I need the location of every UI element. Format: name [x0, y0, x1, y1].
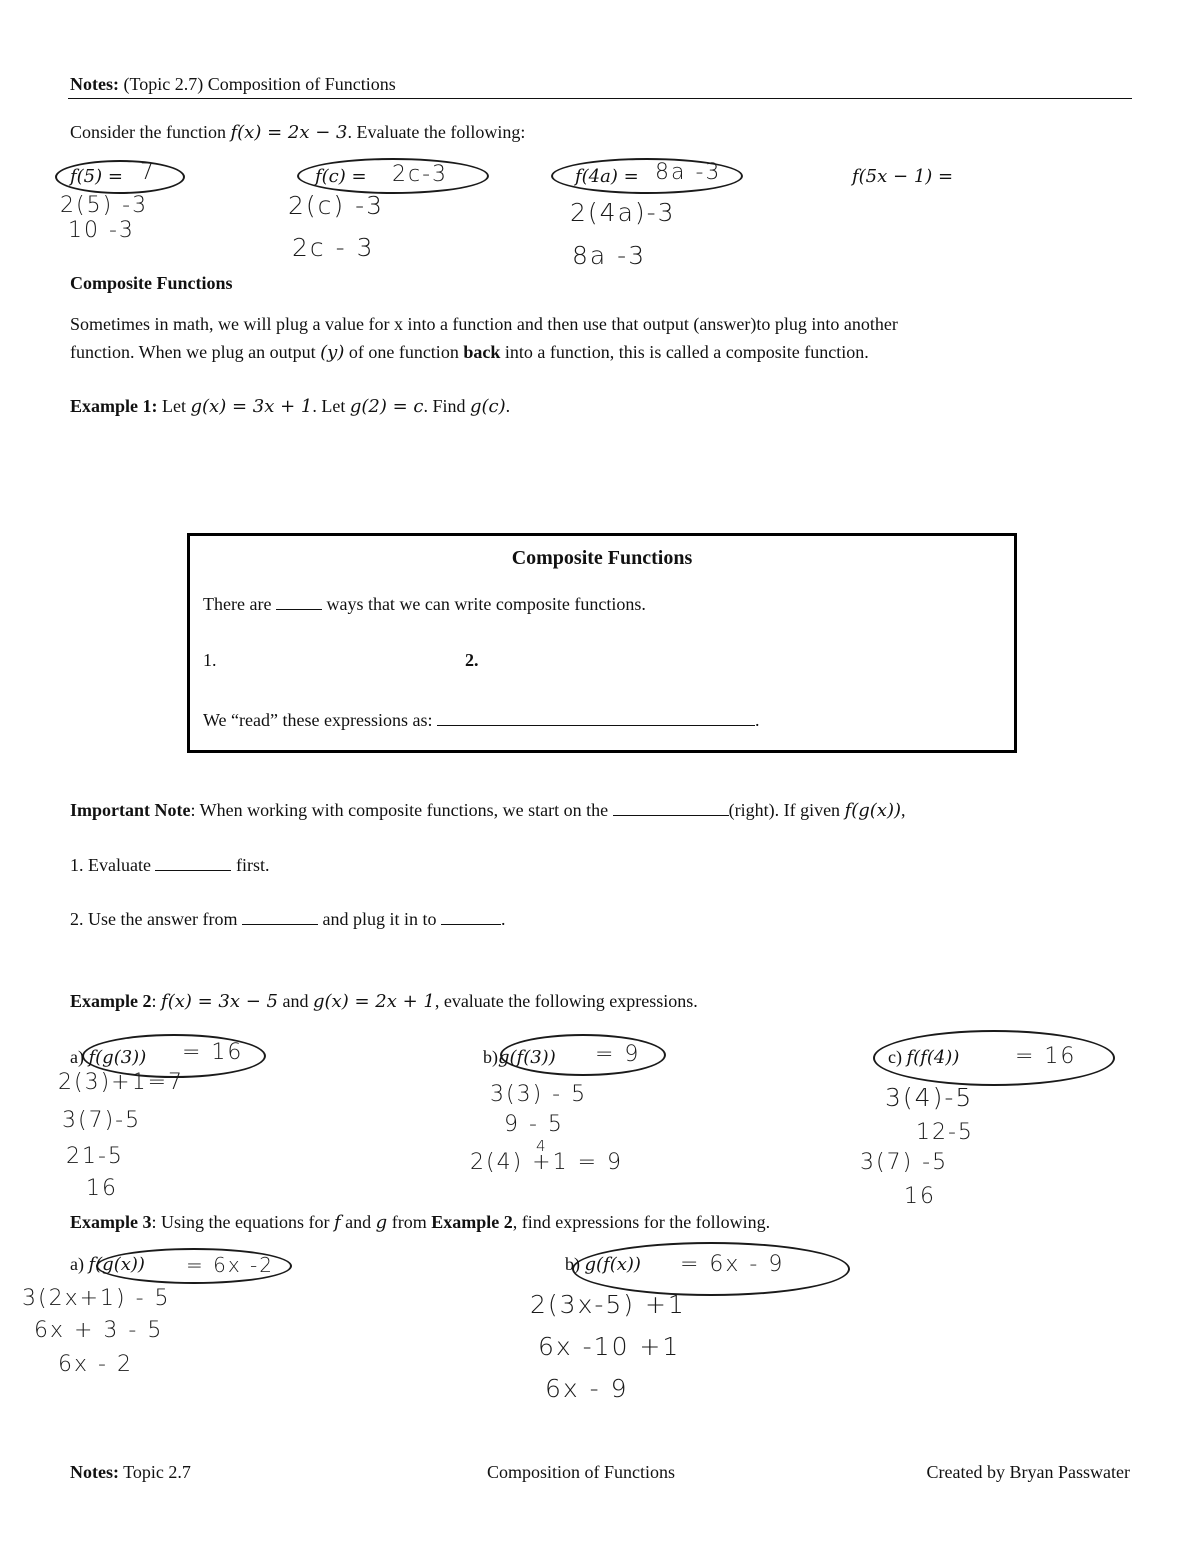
ex3-b-work-3: 6x - 9 [545, 1374, 629, 1403]
ex3-a-work-3: 6x - 2 [58, 1352, 133, 1377]
text: Let [157, 396, 191, 416]
text: : Using the equations for [151, 1212, 334, 1232]
header-divider [68, 98, 1132, 99]
important-label: Important Note [70, 800, 191, 820]
example-ref: Example 2 [431, 1212, 513, 1232]
ex3-b-expr: g(f(x)) [584, 1254, 641, 1275]
ex2-c-work-2: 12-5 [916, 1120, 974, 1145]
math: g [375, 1212, 388, 1233]
ex3-a [70, 1253, 145, 1276]
text: We “read” these expressions as: [203, 710, 437, 730]
math: f(x) = 3x − 5 [161, 991, 278, 1012]
ex2-a-work-2: 3(7)-5 [62, 1108, 142, 1133]
ex2-c-answer: = 16 [1015, 1044, 1077, 1069]
math: g(c) [469, 396, 506, 417]
ex2-c [888, 1046, 959, 1069]
eval-3-work-2: 8a -3 [572, 241, 647, 270]
example-3 [70, 1211, 770, 1234]
example-1 [70, 395, 510, 418]
ex2-b-note: 4 [536, 1137, 548, 1155]
text: of one function [344, 342, 464, 362]
text: into a function, this is called a composite function. [500, 342, 869, 362]
intro-suffix: . Evaluate the following: [347, 122, 526, 142]
intro-function: f(x) = 2x − 3 [230, 122, 348, 143]
text: ways that we can write composite functions. [321, 594, 646, 614]
footer-center: Composition of Functions [487, 1462, 676, 1482]
fill-blank [242, 908, 318, 925]
text: . [505, 396, 511, 416]
eval-3-work-1: 2(4a)-3 [570, 198, 676, 227]
ex2-b-work-3: 2(4) +1 = 9 [470, 1150, 624, 1175]
ex2-b-work-2: 9 - 5 [504, 1112, 564, 1137]
eval-4-expr: f(5x − 1) = [852, 166, 954, 187]
ex2-a-work-3: 21-5 [66, 1144, 124, 1169]
intro-line [70, 121, 525, 144]
example-3-label: Example 3 [70, 1212, 152, 1232]
ex2-c-work-3: 3(7) -5 [860, 1150, 949, 1175]
paragraph-line-2 [70, 341, 869, 364]
ex3-b-answer: = 6x - 9 [680, 1252, 785, 1277]
text: (right). If given [728, 800, 845, 820]
page-header [70, 73, 396, 95]
header-label: Notes: [70, 74, 119, 94]
fill-blank [276, 593, 322, 610]
footer-right: Created by Bryan Passwater [926, 1462, 1130, 1482]
ex2-a-work-4: 16 [86, 1176, 118, 1201]
box-read-line [203, 709, 759, 731]
text: . Let [312, 396, 350, 416]
ex3-a-work-2: 6x + 3 - 5 [34, 1318, 164, 1343]
ex2-c-work-1: 3(4)-5 [885, 1083, 974, 1112]
eval-2-answer: 2c-3 [392, 162, 449, 187]
text: from [387, 1212, 432, 1232]
math: f(g(x)) [844, 800, 901, 821]
ex2-c-work-4: 16 [904, 1184, 936, 1209]
box-title: Composite Functions [511, 547, 693, 569]
box-line-1 [203, 593, 646, 615]
fill-blank [155, 854, 231, 871]
eval-3-expr: f(4a) = [575, 166, 639, 187]
eval-2-work-2: 2c - 3 [292, 233, 375, 262]
text: . [754, 710, 760, 730]
ex2-b-work-1: 3(3) - 5 [490, 1082, 588, 1107]
section-heading: Composite Functions [70, 273, 233, 293]
text: 1. Evaluate [70, 855, 156, 875]
footer-left [70, 1461, 191, 1483]
fill-blank [441, 908, 501, 925]
math: g(x) = 2x + 1 [313, 991, 435, 1012]
math: f [334, 1212, 341, 1233]
example-1-label: Example 1: [70, 396, 158, 416]
footer-label: Notes: [70, 1462, 119, 1482]
text: . [500, 909, 506, 929]
box-item-1: 1. [203, 650, 217, 670]
ex2-b-label: b) [483, 1047, 498, 1067]
math: g(2) = c [349, 396, 424, 417]
step-1 [70, 854, 269, 876]
example-2 [70, 990, 698, 1013]
ex2-b [483, 1046, 556, 1069]
eval-1-work-2: 10 -3 [68, 218, 135, 243]
eval-1-answer: 7 [140, 160, 156, 185]
text: There are [203, 594, 276, 614]
math: (y) [320, 342, 345, 363]
emphasis: back [463, 342, 501, 362]
text: , [901, 800, 906, 820]
ex2-a-answer: = 16 [182, 1040, 244, 1065]
eval-3 [575, 165, 639, 188]
text: and [340, 1212, 376, 1232]
text: . Find [423, 396, 470, 416]
eval-3-answer: 8a -3 [655, 160, 722, 185]
ex3-a-answer: = 6x -2 [186, 1253, 274, 1277]
ex2-c-label: c) [888, 1047, 902, 1067]
eval-2-work-1: 2(c) -3 [288, 191, 385, 220]
fill-blank [613, 799, 729, 816]
text: , evaluate the following expressions. [434, 991, 698, 1011]
text: function. When we plug an output [70, 342, 321, 362]
text: : [151, 991, 162, 1011]
math: g(x) = 3x + 1 [190, 396, 313, 417]
eval-2 [315, 165, 367, 188]
ex3-a-expr: f(g(x)) [88, 1254, 145, 1275]
ex3-b-work-1: 2(3x-5) +1 [530, 1290, 686, 1319]
footer-topic: Topic 2.7 [118, 1462, 191, 1482]
eval-4 [852, 165, 953, 188]
text: first. [231, 855, 270, 875]
ex3-a-work-1: 3(2x+1) - 5 [22, 1286, 171, 1311]
ex2-a-work-1: 2(3)+1=7 [58, 1070, 185, 1095]
ex3-a-label: a) [70, 1254, 84, 1274]
eval-1-expr: f(5) = [70, 166, 123, 187]
ex2-a [70, 1046, 146, 1069]
eval-1-work-1: 2(5) -3 [60, 193, 149, 218]
example-2-label: Example 2 [70, 991, 152, 1011]
ex2-a-label: a) [70, 1047, 84, 1067]
fill-blank [437, 709, 755, 726]
box-item-2: 2. [465, 650, 479, 670]
paragraph-line-1: Sometimes in math, we will plug a value for x into a function and then use that output (answer)to plug into another [70, 314, 898, 334]
text: , find expressions for the following. [512, 1212, 771, 1232]
ex2-b-answer: = 9 [595, 1042, 641, 1067]
step-2 [70, 908, 505, 930]
important-note [70, 799, 906, 822]
ex2-a-expr: f(g(3)) [88, 1047, 147, 1068]
ex3-b-label: b) [565, 1254, 580, 1274]
ex2-c-expr: f(f(4)) [906, 1047, 960, 1068]
text: and [278, 991, 313, 1011]
text: 2. Use the answer from [70, 909, 242, 929]
text: and plug it in to [317, 909, 441, 929]
ex2-b-expr: g(f(3)) [498, 1047, 556, 1068]
ex3-b-work-2: 6x -10 +1 [538, 1332, 681, 1361]
eval-2-expr: f(c) = [315, 166, 367, 187]
text: : When working with composite functions, we start on the [190, 800, 613, 820]
eval-1 [70, 165, 123, 188]
ex3-b [565, 1253, 641, 1276]
intro-prefix: Consider the function [70, 122, 231, 142]
header-title: (Topic 2.7) Composition of Functions [123, 74, 396, 94]
